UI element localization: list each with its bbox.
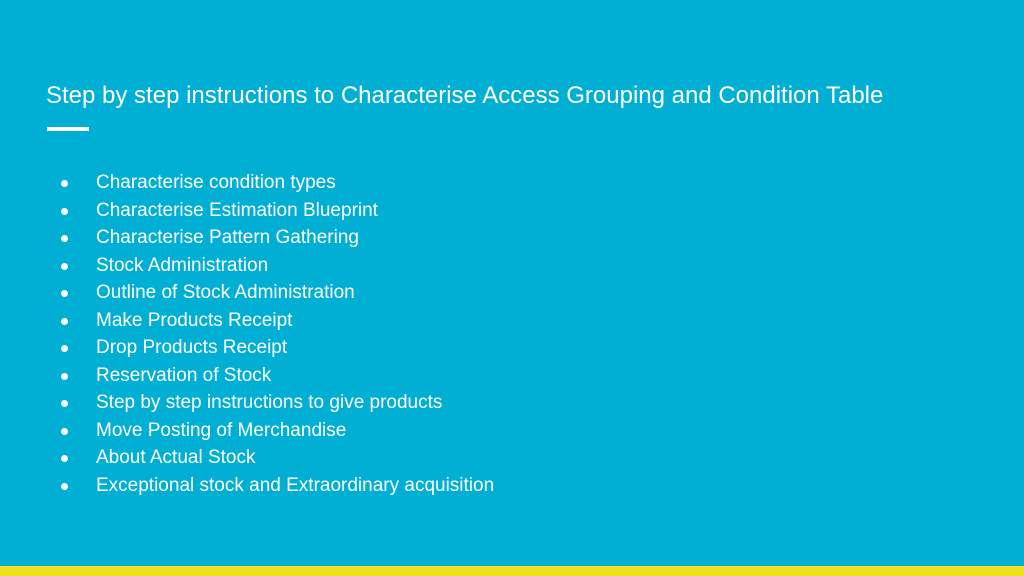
list-item-text: Step by step instructions to give products [96, 392, 443, 413]
list-item-text: About Actual Stock [96, 447, 256, 468]
bullet-icon [61, 483, 68, 490]
bullet-icon [61, 400, 68, 407]
bullet-icon [61, 235, 68, 242]
list-item-text: Make Products Receipt [96, 309, 293, 331]
title-underline [47, 127, 89, 131]
list-item-text: Move Posting of Merchandise [96, 419, 347, 441]
list-item-text: Exceptional stock and Extraordinary acquisition [96, 474, 495, 496]
bullet-icon [61, 290, 68, 297]
bullet-icon [61, 428, 68, 435]
bullet-icon [61, 318, 68, 325]
bullet-icon [61, 208, 68, 215]
list-item-text: Stock Administration [96, 254, 269, 276]
list-item-text: Characterise Estimation Blueprint [96, 199, 378, 221]
bullet-icon [61, 373, 68, 380]
list-item-text: Outline of Stock Administration [96, 282, 355, 303]
bullet-icon [61, 263, 68, 270]
list-item-text: Reservation of Stock [96, 364, 272, 386]
bullet-icon [61, 455, 68, 462]
bullet-icon [61, 180, 68, 187]
list-item-text: Characterise Pattern Gathering [96, 227, 359, 248]
bullet-icon [61, 345, 68, 352]
bottom-accent-bar [0, 566, 1024, 576]
slide-title: Step by step instructions to Characterise Access Grouping and Condition Table [46, 82, 884, 109]
list-item-text: Drop Products Receipt [96, 337, 288, 358]
list-item-text: Characterise condition types [96, 172, 336, 193]
